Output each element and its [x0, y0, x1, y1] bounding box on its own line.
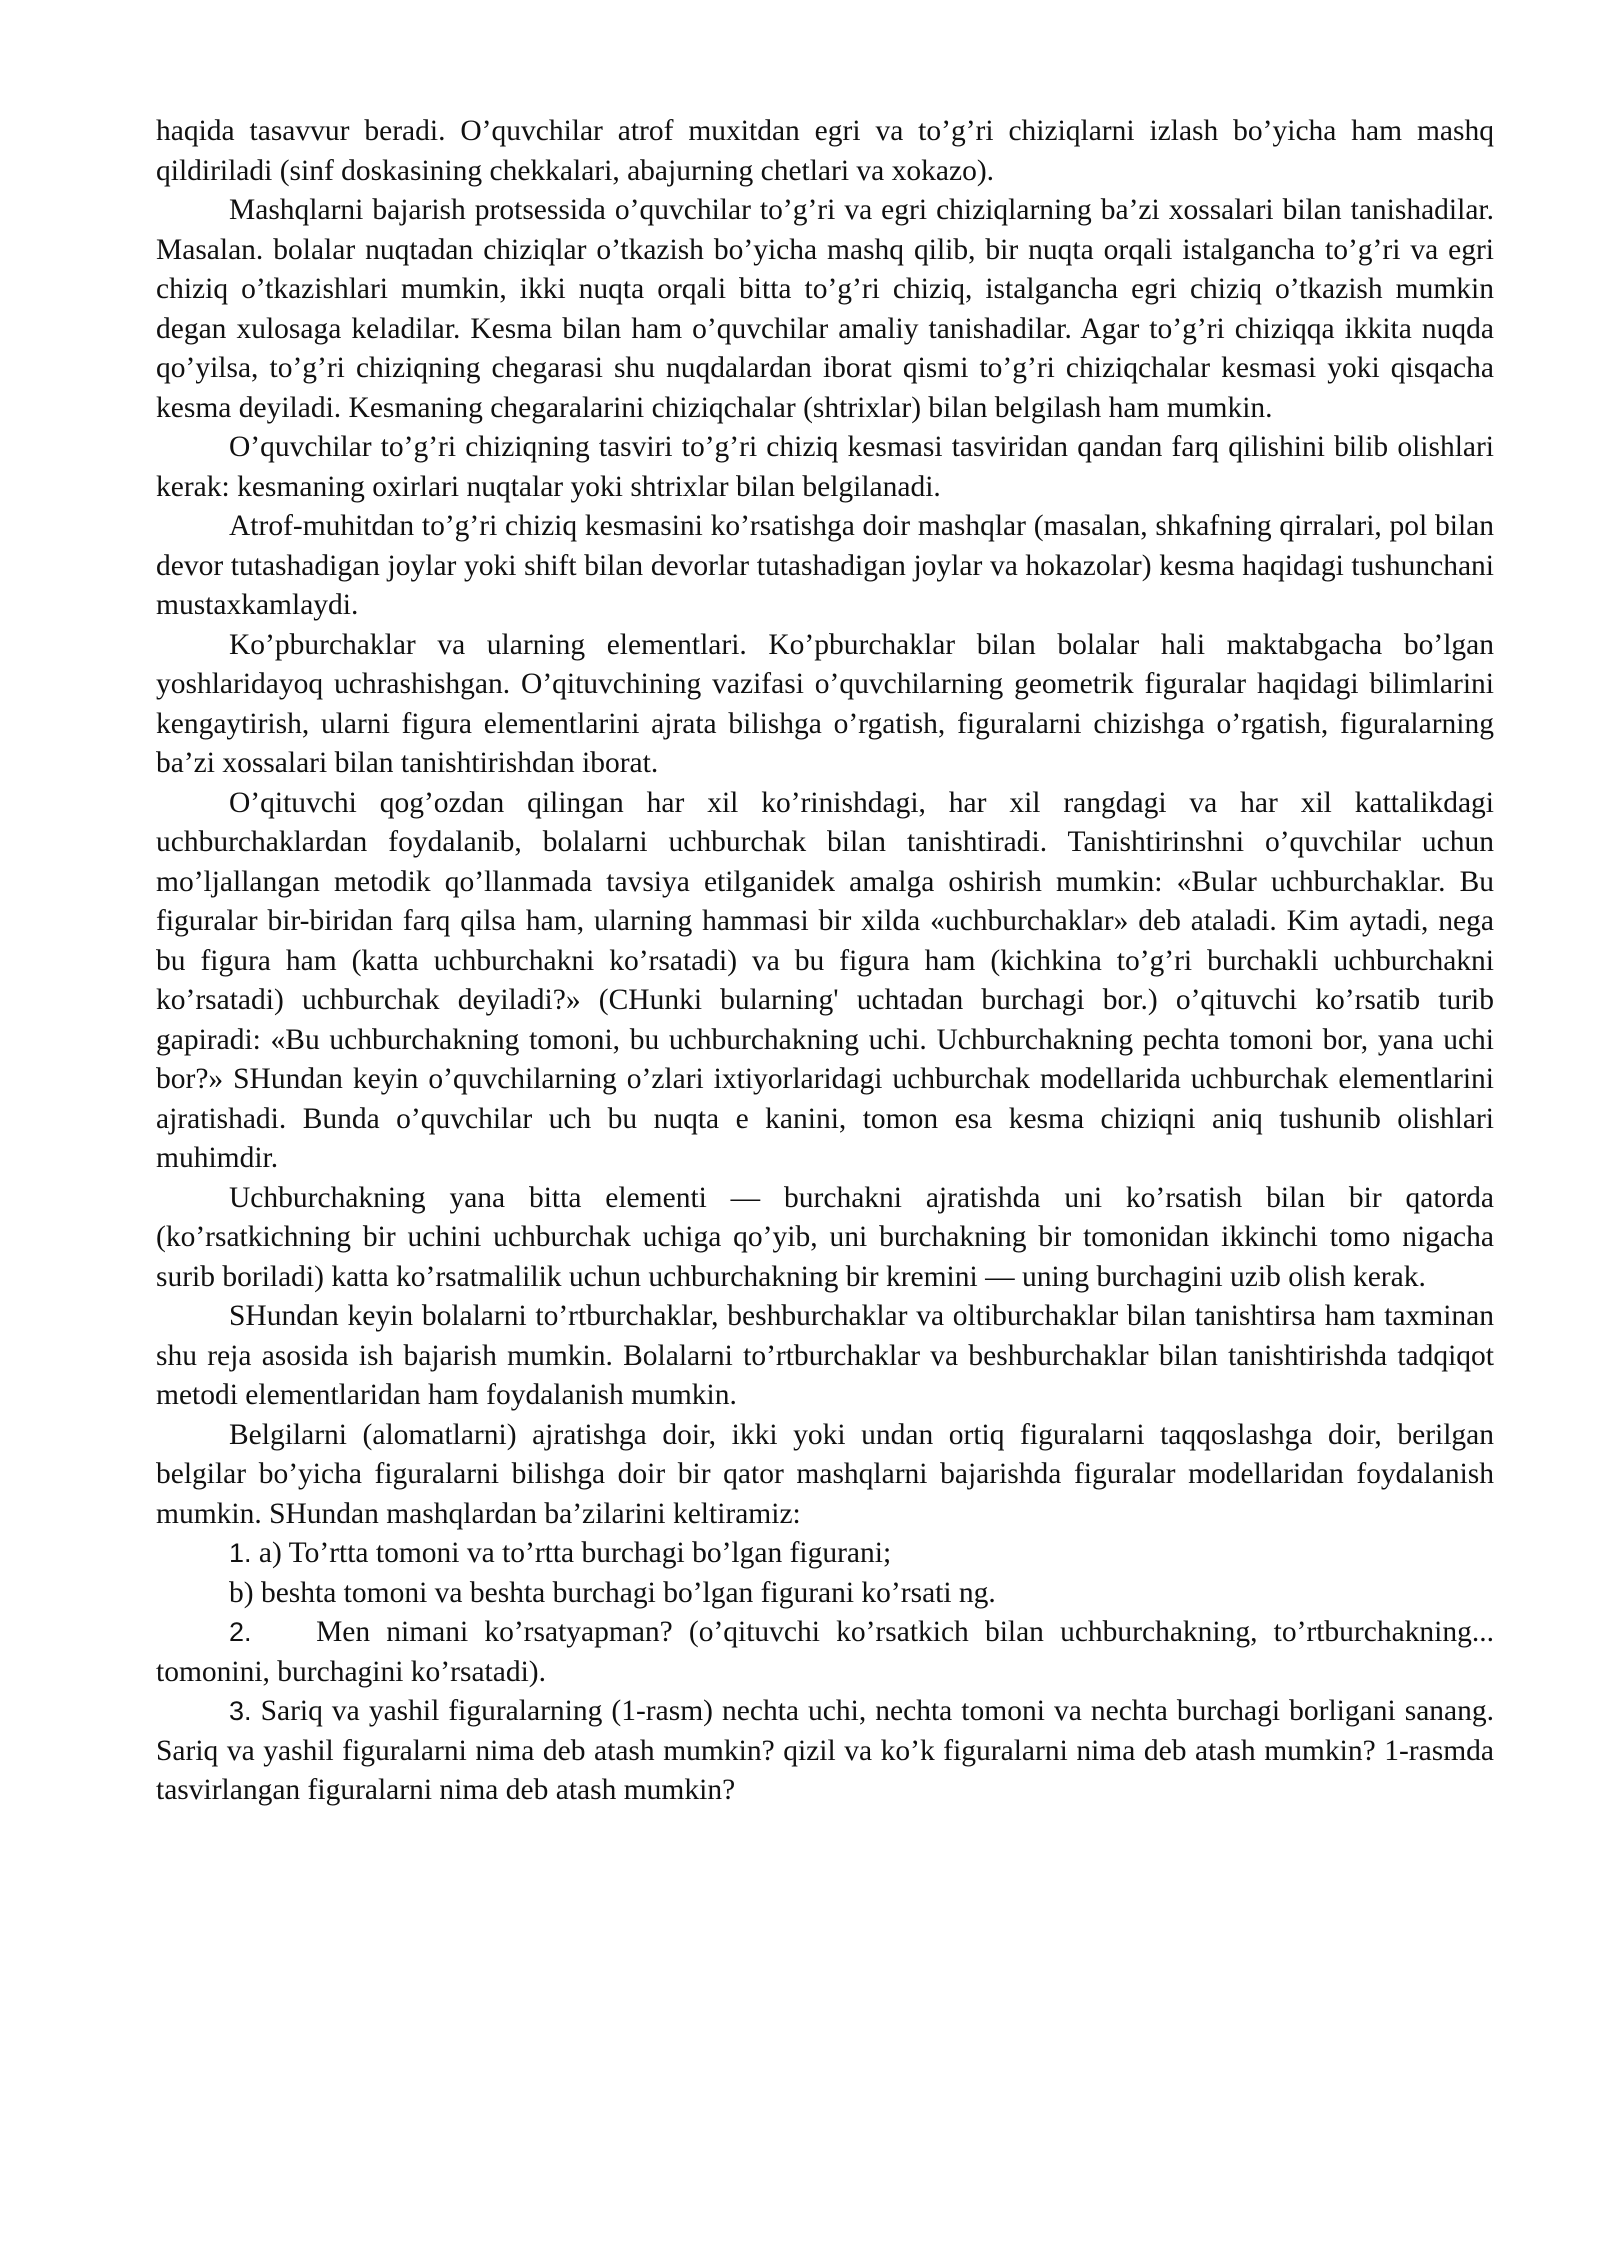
exercise-text: Men nimani ko’rsatyapman? (o’qituvchi ko’rsatkich bilan uchburchakning, to’rtburchakning... tomonini, burchagini ko’rsatadi).	[156, 1616, 1494, 1688]
paragraph-9: Belgilarni (alomatlarni) ajratishga doir, ikki yoki undan ortiq figuralarni taqqoslashga doir, berilgan belgilar bo’yicha figuralarni bilishga doir bir qator mashqlarni bajarishda figuralar modellaridan foydalanish mumkin. SHundan mashqlardan ba’zilarini keltiramiz:	[156, 1418, 1494, 1530]
exercise-1-continuation: b) beshta tomoni va beshta burchagi bo’lgan figurani ko’rsati ng.	[229, 1576, 996, 1609]
paragraph-8: SHundan keyin bolalarni to’rtburchaklar, beshburchaklar va oltiburchaklar bilan tanishtirsa ham taxminan shu reja asosida ish bajarish mumkin. Bolalarni to’rtburchaklar va beshburchaklar bilan tanishtirishda tadqiqot metodi elementlaridan ham foydalanish mumkin.	[156, 1300, 1494, 1411]
exercise-1	[156, 1534, 1494, 1574]
document-page	[156, 112, 1494, 1811]
exercise-number: 3.	[229, 1696, 252, 1726]
paragraph-7: Uchburchakning yana bitta elementi — burchakni ajratishda uni ko’rsatish bilan bir qatorda (ko’rsatkichning bir uchini uchburchak uchiga qo’yib, uni burchakning bir tomonidan ikkinchi tomo nigacha surib boriladi) katta ko’rsatmalilik uchun uchburchakning bir kremini — uning burchagini uzib olish kerak.	[156, 1181, 1494, 1293]
paragraph-2: Mashqlarni bajarish protsessida o’quvchilar to’g’ri va egri chiziqlarning ba’zi xossalari bilan tanishadilar. Masalan. bolalar nuqtadan chiziqlar o’tkazish bo’yicha mashq qilib, bir nuqta orqali istalgancha to’g’ri va egri chiziq o’tkazishlari mumkin, ikki nuqta orqali bitta to’g’ri chiziq, istalgancha egri chiziq o’tkazish mumkin degan xulosaga keladilar. Kesma bilan ham o’quvchilar amaliy tanishadilar. Agar to’g’ri chiziqqa ikkita nuqda qo’yilsa, to’g’ri chiziqning chegarasi shu nuqdalardan iborat qismi to’g’ri chiziqchalar kesmasi yoki qisqacha kesma deyiladi. Kesmaning chegaralarini chiziqchalar (shtrixlar) bilan belgilash ham mumkin.	[156, 194, 1494, 424]
exercise-text: Sariq va yashil figuralarning (1-rasm) nechta uchi, nechta tomoni va nechta burchagi borligani sanang. Sariq va yashil figuralarni nima deb atash mumkin? qizil va ko’k figuralarni nima deb atash mumkin? 1-rasmda tasvirlangan figuralarni nima deb atash mumkin?	[156, 1695, 1495, 1806]
exercise-number: 2.	[229, 1617, 252, 1647]
paragraph-1: haqida tasavvur beradi. O’quvchilar atrof muxitdan egri va to’g’ri chiziqlarni izlash bo’yicha ham mashq qildiriladi (sinf doskasining chekkalari, abajurning chetlari va xokazo).	[156, 115, 1494, 187]
exercise-text: a) To’rtta tomoni va to’rtta burchagi bo’lgan figurani;	[258, 1537, 892, 1569]
paragraph-6: O’qituvchi qog’ozdan qilingan har xil ko’rinishdagi, har xil rangdagi va har xil kattalikdagi uchburchaklardan foydalanib, bolalarni uchburchak bilan tanishtiradi. Tanishtirinshni o’quvchilar uchun mo’ljallangan metodik qo’llanmada tavsiya etilganidek amalga oshirish mumkin: «Bular uchburchaklar. Bu figuralar bir-biridan farq qilsa ham, ularning hammasi bir xilda «uchburchaklar» deb ataladi. Kim aytadi, nega bu figura ham (katta uchburchakni ko’rsatadi) va bu figura ham (kichkina to’g’ri burchakli uchburchakni ko’rsatadi) uchburchak deyiladi?» (CHunki bularning' uchtadan burchagi bor.) o’qituvchi ko’rsatib turib gapiradi: «Bu uchburchakning tomoni, bu uchburchakning uchi. Uchburchakning pechta tomoni bor, yana uchi bor?» SHundan keyin o’quvchilarning o’zlari ixtiyorlaridagi uchburchak modellarida uchburchak elementlarini ajratishadi. Bunda o’quvchilar uch bu nuqta e kanini, tomon esa kesma chiziqni aniq tushunib olishlari muhimdir.	[156, 786, 1494, 1174]
paragraph-4: Atrof-muhitdan to’g’ri chiziq kesmasini ko’rsatishga doir mashqlar (masalan, shkafning qirralari, pol bilan devor tutashadigan joylar yoki shift bilan devorlar tutashadigan joylar va hokazolar) kesma haqidagi tushunchani mustaxkamlaydi.	[156, 510, 1494, 621]
exercise-number: 1.	[229, 1538, 252, 1568]
exercise-3	[156, 1692, 1494, 1811]
exercise-2	[156, 1613, 1494, 1692]
paragraph-3: O’quvchilar to’g’ri chiziqning tasviri to’g’ri chiziq kesmasi tasviridan qandan farq qilishini bilib olishlari kerak: kesmaning oxirlari nuqtalar yoki shtrixlar bilan belgilanadi.	[156, 431, 1494, 503]
paragraph-5: Ko’pburchaklar va ularning elementlari. Ko’pburchaklar bilan bolalar hali maktabgacha bo’lgan yoshlaridayoq uchrashishgan. O’qituvchining vazifasi o’quvchilarning geometrik figuralar haqidagi bilimlarini kengaytirish, ularni figura elementlarini ajrata bilishga o’rgatish, figuralarni chizishga o’rgatish, figuralarning ba’zi xossalari bilan tanishtirishdan iborat.	[156, 628, 1494, 779]
